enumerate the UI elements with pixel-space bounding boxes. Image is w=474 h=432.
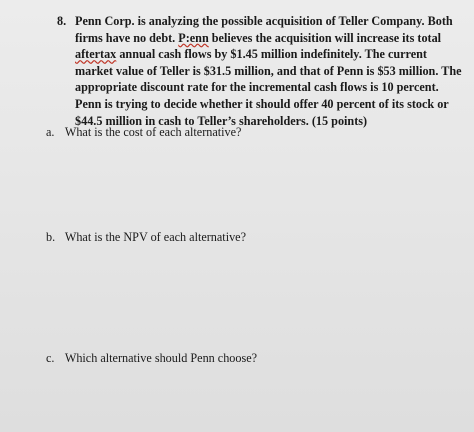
- part-c: [46, 350, 257, 366]
- question-8: [57, 13, 462, 129]
- part-c-letter: c.: [46, 351, 55, 365]
- spellcheck-word-aftertax: aftertax: [75, 47, 117, 62]
- question-text-segment: believes the acquisition will increase its total: [208, 30, 442, 45]
- question-text-segment: annual cash flows by $1.45 million indefinitely. The current: [116, 47, 427, 62]
- question-line-4: market value of Teller is $31.5 million, and that of Penn is $53 million. The: [75, 63, 462, 78]
- part-a-letter: a.: [46, 125, 55, 139]
- question-line-1: Penn Corp. is analyzing the possible acquisition of Teller Company. Both: [75, 14, 453, 28]
- question-line-7: $44.5 million in cash to Teller’s shareholders. (15 points): [75, 113, 368, 128]
- question-line-6: Penn is trying to decide whether it should offer 40 percent of its stock or: [75, 96, 449, 111]
- question-text-segment: firms have no debt.: [75, 30, 179, 45]
- part-a: [46, 124, 241, 140]
- spellcheck-word-penn: P:enn: [178, 30, 209, 45]
- question-line-3: [57, 46, 462, 63]
- part-a-text: What is the cost of each alternative?: [64, 125, 242, 139]
- part-b-text: What is the NPV of each alternative?: [64, 230, 246, 244]
- question-line-5: appropriate discount rate for the incremental cash flows is 10 percent.: [75, 80, 439, 95]
- part-b: [46, 229, 246, 245]
- part-b-letter: b.: [46, 230, 56, 244]
- question-line-2: [57, 30, 462, 47]
- question-number: 8.: [57, 14, 67, 28]
- part-c-text: Which alternative should Penn choose?: [64, 351, 258, 365]
